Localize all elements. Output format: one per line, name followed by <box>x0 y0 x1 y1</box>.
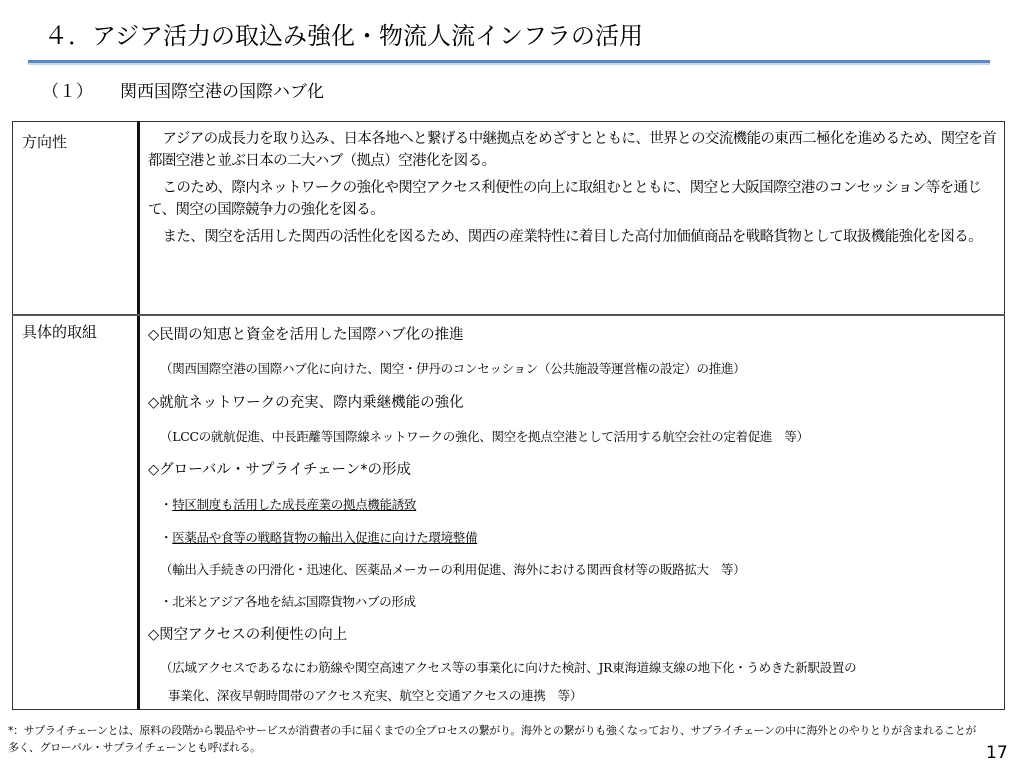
row-label-direction: 方向性 <box>22 133 68 151</box>
bullet-2-link: 医薬品や食等の戦略貨物の輸出入促進に向けた環境整備 <box>172 530 478 545</box>
initiative-bullet-2 <box>160 529 477 547</box>
bullet-1-prefix: ・ <box>160 497 173 512</box>
subtitle-text: 関西国際空港の国際ハブ化 <box>120 82 324 102</box>
page-number: 17 <box>986 743 1008 763</box>
table-column-divider <box>137 121 140 710</box>
direction-text <box>148 128 1000 253</box>
subtitle-number: （１） <box>42 82 93 102</box>
initiative-detail-2: （LCCの就航促進、中長距離等国際線ネットワークの強化、関空を拠点空港として活用する航空会社の定着促進 等） <box>160 429 809 444</box>
row-label-initiatives: 具体的取組 <box>22 323 98 341</box>
initiative-heading-4: ◇関空アクセスの利便性の向上 <box>148 627 348 643</box>
direction-paragraph-3: また、関空を活用した関西の活性化を図るため、関西の産業特性に着目した高付加価値商品を戦略貨物として取扱機能強化を図る。 <box>162 229 983 245</box>
initiative-heading-3: ◇グローバル・サプライチェーン*の形成 <box>148 462 412 478</box>
initiative-heading-1: ◇民間の知恵と資金を活用した国際ハブ化の推進 <box>148 327 464 343</box>
section-subtitle <box>42 80 324 104</box>
initiative-bullet-3: ・北米とアジア各地を結ぶ国際貨物ハブの形成 <box>160 594 416 609</box>
bullet-2-prefix: ・ <box>160 530 173 545</box>
direction-paragraph-1: アジアの成長力を取り込み、日本各地へと繋げる中継拠点をめざすとともに、世界との交流機能の東西二極化を進めるため、関空を首都圏空港と並ぶ日本の二大ハブ（拠点）空港化を図る。 <box>148 131 997 169</box>
bullet-1-link: 特区制度も活用した成長産業の拠点機能誘致 <box>172 497 417 512</box>
initiative-detail-1: （関西国際空港の国際ハブ化に向けた、関空・伊丹のコンセッション（公共施設等運営権の設定）の推進） <box>160 361 746 376</box>
initiative-detail-3: （輸出入手続きの円滑化・迅速化、医薬品メーカーの利用促進、海外における関西食材等の販路拡大 等） <box>160 562 746 577</box>
initiative-heading-2: ◇就航ネットワークの充実、際内乗継機能の強化 <box>148 395 464 411</box>
title-underline-shadow <box>28 63 990 65</box>
initiative-detail-4a: （広域アクセスであるなにわ筋線や関空高速アクセス等の事業化に向けた検討、JR東海道線支線の地下化・うめきた新駅設置の <box>160 660 857 675</box>
page-title: ４．アジア活力の取込み強化・物流人流インフラの活用 <box>44 22 644 50</box>
table-row-divider <box>12 314 1005 316</box>
footnote: *：サプライチェーンとは、原料の段階から製品やサービスが消費者の手に届くまでの全プロセスの繋がり。海外との繋がりも強くなっており、サプライチェーンの中に海外とのやりとりが含まれることが多く、グローバル・サプライチェーンとも呼ばれる。 <box>8 724 976 754</box>
initiative-bullet-1 <box>160 496 416 514</box>
initiative-detail-4b: 事業化、深夜早朝時間帯のアクセス充実、航空と交通アクセスの連携 等） <box>168 688 583 703</box>
direction-paragraph-2: このため、際内ネットワークの強化や関空アクセス利便性の向上に取組むとともに、関空と大阪国際空港のコンセッション等を通じて、関空の国際競争力の強化を図る。 <box>148 180 982 218</box>
